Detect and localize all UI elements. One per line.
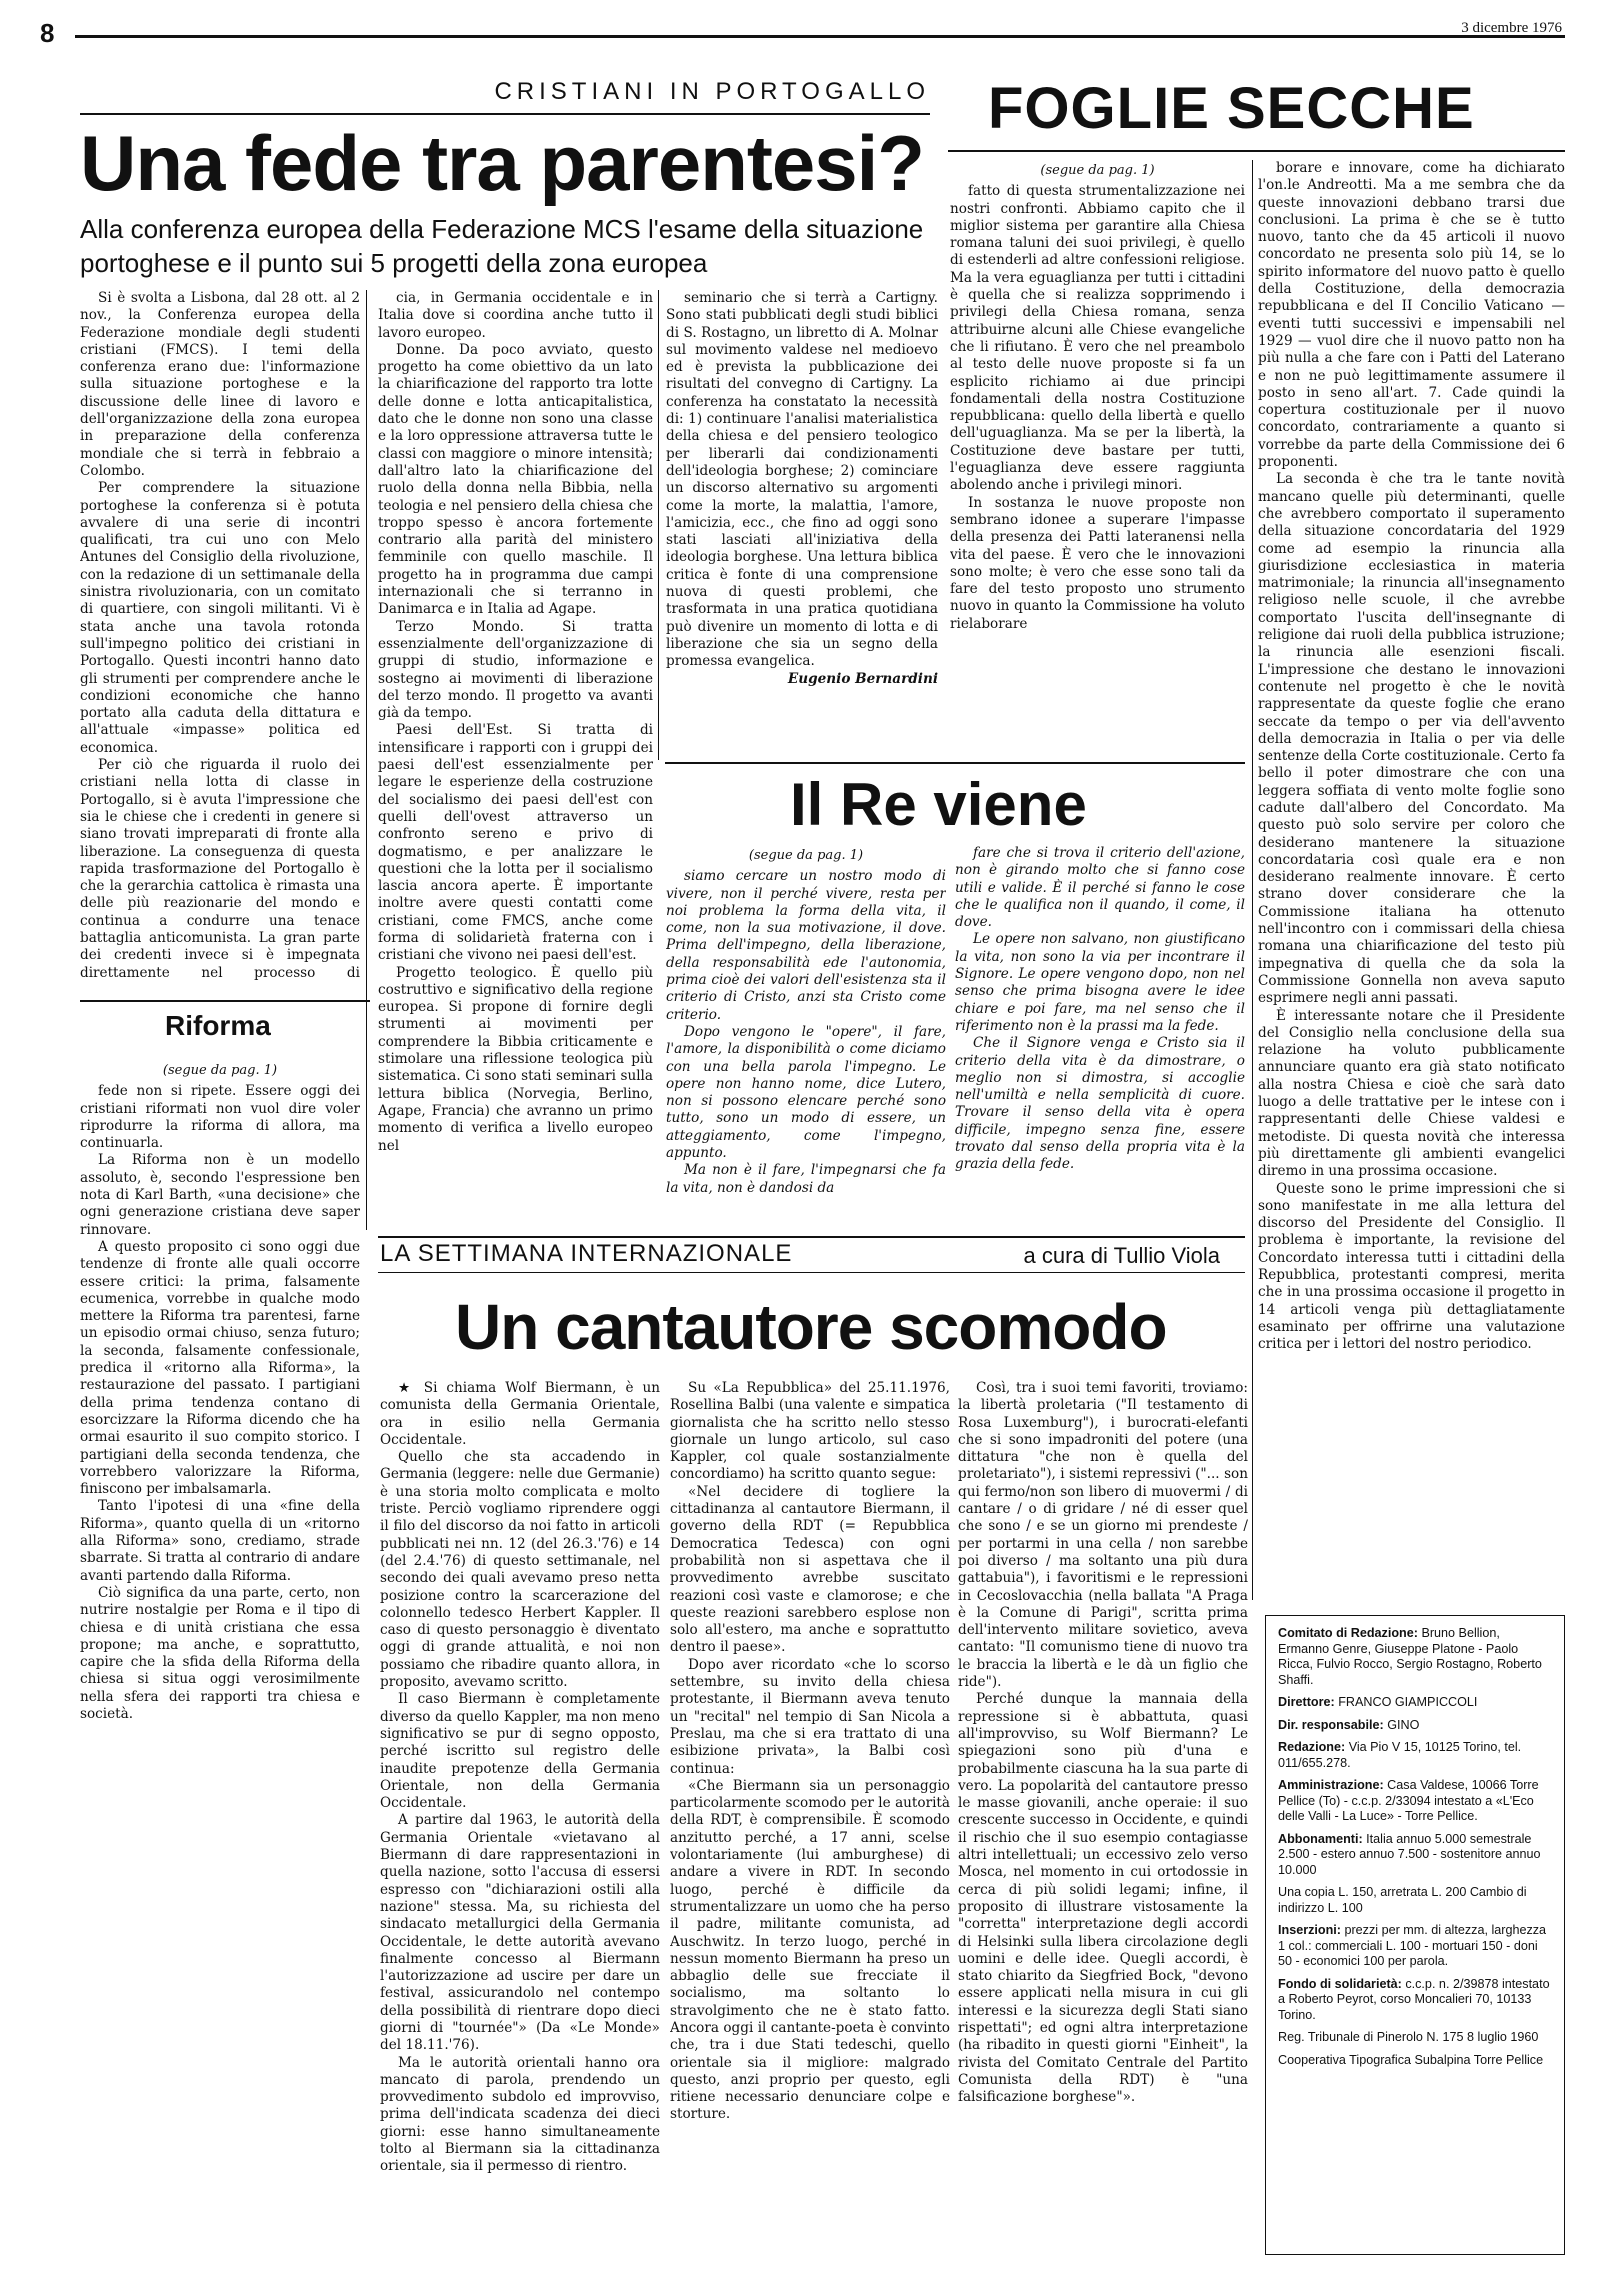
- continued-from-label: (segue da pag. 1): [748, 848, 864, 863]
- foglie-rule: [948, 150, 1565, 152]
- continued-from-label: (segue da pag. 1): [162, 1063, 278, 1078]
- colophon-text: GINO: [1387, 1717, 1420, 1732]
- lead-subtitle: Alla conferenza europea della Federazione MCS l'esame della situazione portoghese e il punto sui 5 progetti della zona europea: [80, 214, 924, 278]
- continued-from-label: (segue da pag. 1): [1040, 163, 1155, 178]
- foglie-headline: FOGLIE SECCHE: [988, 76, 1475, 141]
- paragraph: «Nel decidere di togliere la cittadinanza al cantautore Biermann, il governo della RDT (= Repubblica Democratica Tedesca) con ogni probabilità non si aspettava che il provvedimento avrebbe suscitato reazioni così vaste e clamorose; e che queste reazioni sarebbero esplose non solo all'estero, ma anche e soprattutto dentro il paese».: [670, 1483, 950, 1656]
- lead-column-2: [378, 290, 653, 1290]
- paragraph: «Che Biermann sia un personaggio particolarmente scomodo per le autorità della RDT, è comprensibile. È scomodo anzitutto perché, a 17 anni, scelse volontariamente (lui amburghese) di andare a vivere in RDT. In secondo luogo, perché è difficile da strumentalizzare un uomo che ha perso il padre, militante comunista, ad Auschwitz. In terzo luogo, perché in nessun momento Biermann ha preso un abbaglio delle sue frecciate il socialismo, ma soltanto lo stravolgimento che ne è stato fatto. Ancora oggi il cantante-poeta è convinto che, tra i due Stati tedeschi, quello orientale sia il migliore: malgrado questo, anzi proprio per questo, egli ritiene necessario denunciare colpe e storture.: [670, 1777, 950, 2123]
- paragraph: Il caso Biermann è completamente diverso da quello Kappler, ma non meno significativo se pur di segno opposto, perché iscritto sul registro delle inaudite prepotenze della Germania Orientale, non della Germania Occidentale.: [380, 1691, 660, 1812]
- colophon-item: [1278, 1695, 1552, 1711]
- settimana-column-2: [670, 1380, 950, 2275]
- settimana-rule-2: [378, 1272, 1245, 1273]
- colophon-text: Casa Valdese, 10066 Torre Pellice (To) - c.c.p. 2/33094 intestato a «L'Eco delle Valli - La Luce» - Torre Pellice.: [1278, 1778, 1539, 1823]
- reviene-headline: Il Re viene: [790, 771, 1087, 838]
- riforma-column: [80, 1060, 360, 2275]
- colophon-item: [1278, 1885, 1552, 1916]
- colophon-label: Comitato di Redazione:: [1278, 1626, 1422, 1640]
- column-divider: [1252, 160, 1253, 1600]
- paragraph: Queste sono le prime impressioni che si sono manifestate in me alla lettura del discorso del Presidente del Consiglio. Il problema è importante, la revisione del Concordato interessa tutti i cittadini della Repubblica, protestanti compresi, merita che in una prossima occasione il progetto in 14 articoli venga più dettagliatamente esaminato per offrirne una valutazione critica per i lettori del nostro periodico.: [1258, 1180, 1565, 1353]
- header-rule: [75, 35, 1565, 38]
- paragraph: Per comprendere la situazione portoghese la conferenza si è potuta avvalere di una serie di incontri qualificati, tra cui uno con Melo Antunes del Consiglio della rivoluzione, con la redazione di un settimanale della sinistra rivoluzionaria, con un comitato di quartiere, con singoli militanti. Vi è stata anche una tavola rotonda sull'impegno politico dei cristiani in Portogallo. Questi incontri hanno dato gli strumenti per comprendere anche le condizioni economiche che hanno portato alla caduta della dittatura e all'attuale «impasse» politica ed economica.: [80, 480, 360, 756]
- colophon-text: c.c.p. n. 2/39878 intestato a Roberto Peyrot, corso Moncalieri 70, 10133 Torino.: [1278, 1976, 1550, 2022]
- author-signature: Eugenio Bernardini: [787, 670, 938, 687]
- paragraph: Donne. Da poco avviato, questo progetto ha come obiettivo da un lato la chiarificazione del rapporto tra lotte delle donne e lotta anticapitalistica, dato che le donne non sono una classe e la loro oppressione attraversa tutte le classi con maggiore o minore intensità; dall'altro lato la chiarificazione del ruolo della donna nella Bibbia, nella teologia e nel pensiero della chiesa che troppo spesso è ancora fortemente contrario alla parità del ministero femminile con quello maschile. Il progetto ha in programma due campi internazionali che si terranno in Danimarca e in Italia ad Agape.: [378, 341, 653, 618]
- paragraph: seminario che si terrà a Cartigny. Sono stati pubblicati degli studi biblici di S. Rostagno, un libretto di A. Molnar sul movimento valdese nel medioevo ed è prevista la pubblicazione dei risultati del convegno di Cartigny. La conferenza ha constatato la necessità di: 1) continuare l'analisi materialistica della chiesa e del pensiero teologico per liberarli dai condizionamenti dell'ideologia borghese; 2) cominciare un discorso alternativo su argomenti come la morte, la malattia, l'amore, l'amicizia, ecc., che fino ad oggi sono stati lasciati all'iniziativa della ideologia borghese. Una lettura biblica critica è fonte di una comprensione nuova di questi problemi, che trasformata in una pratica quotidiana può divenire un momento di lotta e di liberazione che sia un segno della promessa evangelica.: [666, 290, 938, 670]
- paragraph: Le opere non salvano, non giustificano la vita, non sono la via per incontrare il Signore. Le opere vengono dopo, non nel senso che prima bisogna avere le idee chiare e poi fare, ma nel senso che il riferimento non è la prassi ma la fede.: [955, 931, 1245, 1034]
- page-number: 8: [40, 18, 55, 48]
- colophon-text: Reg. Tribunale di Pinerolo N. 175 8 luglio 1960: [1278, 2030, 1539, 2044]
- colophon-box: [1265, 1615, 1565, 2255]
- paragraph: Dopo vengono le "opere", il fare, l'amore, la disponibilità o come diciamo con una bella parola l'impegno. Le opere non hanno nome, dice Lutero, non si possono elencare perché sono tutto, sono un modo di essere, un atteggiamento, come l'impegno, appunto.: [666, 1023, 946, 1162]
- colophon-item: [1278, 1832, 1552, 1879]
- colophon-label: Amministrazione:: [1278, 1778, 1388, 1792]
- colophon-label: Direttore:: [1278, 1695, 1339, 1709]
- reviene-column-1: [666, 845, 946, 1225]
- colophon-item: [1278, 1977, 1552, 2024]
- settimana-label: LA SETTIMANA INTERNAZIONALE: [380, 1240, 793, 1267]
- riforma-headline: Riforma: [165, 1010, 271, 1041]
- foglie-column-2: [1258, 160, 1565, 1600]
- paragraph: siamo cercare un nostro modo di vivere, non il perché vivere, resta per noi problema la forma della vita, il come, non la sua motivazione, il dove. Prima dell'impegno, della liberazione, della responsabilità ede l'autonomia, prima cioè dei valori dell'esistenza sta il criterio di Cristo, anzi sta Cristo come criterio.: [666, 868, 946, 1023]
- paragraph: Così, tra i suoi temi favoriti, troviamo: la libertà proletaria ("Il testamento di Rosa Luxemburg"), i burocrati-elefanti che si sono impadroniti del potere (una dittatura "che non è quella del proletariato"), i sistemi repressivi ("... son qui fermo/non son libero di muovermi / di cantare / o di gridare / né di esser quel che sono / e se un giorno mi prendeste / per portarmi in una cella / non sarebbe poi diverso / ma soltanto una più dura gattabuia"), i favoritismi e le repressioni in Cecoslovacchia (nella ballata "A Praga è la Comune di Parigi", scritta prima dell'intervento militare sovietico, aveva cantato: "Il comunismo tiene di nuovo tra le braccia la libertà e le dà un figlio che ride").: [958, 1380, 1248, 1691]
- paragraph: In sostanza le nuove proposte non sembrano idonee a superare l'impasse della presenza dei Patti lateranensi nella vita del paese. È vero che le innovazioni sono molte; è vero che esse sono tali da fare del testo proposto uno strumento nuovo in quanto la Commissione ha voluto rielaborare: [950, 494, 1245, 632]
- paragraph: Su «La Repubblica» del 25.11.1976, Rosellina Balbi (una valente e simpatica giornalista che ha scritto nello stesso giornale un lungo articolo, sul caso Kappler, col quale sostanzialmente concordiamo) ha scritto quanto segue:: [670, 1380, 950, 1483]
- paragraph: A questo proposito ci sono oggi due tendenze di fronte alle quali occorre essere critici: la prima, falsamente ecumenica, vorrebbe in qualche modo mettere la Riforma tra parentesi, farne un episodio ormai chiuso, senza futuro; la seconda, falsamente confessionale, predica il «ritorno alla Riforma», la restaurazione del passato. I partigiani della prima tendenza contano di esorcizzare la Riforma dicendo che ha ormai esaurito il suo compito storico. I partigiani della seconda tendenza, che vorrebbero valorizzare la Riforma, finiscono per imbalsamarla.: [80, 1238, 360, 1498]
- paragraph: Terzo Mondo. Si tratta essenzialmente dell'organizzazione di gruppi di studio, informazione e sostegno ai movimenti di liberazione del terzo mondo. Il progetto va avanti già da tempo.: [378, 618, 653, 722]
- paragraph: fede non si ripete. Essere oggi dei cristiani riformati non vuol dire voler riprodurre la riforma di allora, ma continuarla.: [80, 1083, 360, 1152]
- settimana-byline: a cura di Tullio Viola: [1023, 1243, 1220, 1268]
- colophon-text: Italia annuo 5.000 semestrale 2.500 - estero annuo 7.500 - sostenitore annuo 10.000: [1278, 1831, 1541, 1877]
- colophon-label: Dir. responsabile:: [1278, 1717, 1388, 1732]
- colophon-text: Una copia L. 150, arretrata L. 200 Cambio di indirizzo L. 100: [1278, 1885, 1527, 1915]
- paragraph: È interessante notare che il Presidente del Consiglio nella conclusione della sua relazione ha voluto pubblicamente annunciare quanto era già stato notificato alla nostra Chiesa e cioè che sarà dato luogo a delle trattative per le intese con i rappresentanti delle Chiese valdesi e metodiste. Di questa novità che interessa più direttamente gli ambienti evangelici diremo in una prossima occasione.: [1258, 1007, 1565, 1180]
- paragraph: cia, in Germania occidentale e in Italia dove si coordina anche tutto il lavoro europeo.: [378, 290, 653, 341]
- colophon-text: Via Pio V 15, 10125 Torino, tel. 011/655.278.: [1278, 1740, 1522, 1770]
- colophon-text: FRANCO GIAMPICCOLI: [1338, 1695, 1478, 1709]
- paragraph: La Riforma non è un modello assoluto, è, secondo l'espressione ben nota di Karl Barth, «una decisione» che ogni generazione cristiana deve saper rinnovare.: [80, 1152, 360, 1238]
- settimana-column-1: [380, 1380, 660, 2275]
- paragraph: Dopo aver ricordato «che lo scorso settembre, su invito della chiesa protestante, il Biermann aveva tenuto un "recital" nel tempio di San Nicola a Preslau, ma che si era trattato di una esibizione privata», la Balbi così continua:: [670, 1656, 950, 1777]
- paragraph: Si è svolta a Lisbona, dal 28 ott. al 2 nov., la Conferenza europea della Federazione mondiale degli studenti cristiani (FMCS). I temi della conferenza erano due: l'informazione sulla situazione portoghese e la discussione delle linee di lavoro e dell'organizzazione della zona europea in preparazione della conferenza mondiale che si terrà in febbraio a Colombo.: [80, 290, 360, 479]
- colophon-item: [1278, 1718, 1552, 1734]
- paragraph: fatto di questa strumentalizzazione nei nostri confronti. Abbiamo capito che il miglior sistema per garantire alla Chiesa romana taluni dei suoi privilegi, è quello di estenderli ad altre confessioni religiose. Ma la vera eguaglianza per tutti i cittadini è quella che si realizza sopprimendo i privilegi della Chiesa romana, senza attribuirne alcuni alle Chiese evangeliche che li rifiutano. È vero che nel preambolo al testo delle nuove proposte si fa un esplicito richiamo ai due principi fondamentali della nostra Costituzione repubblicana: quello della libertà e quello dell'uguaglianza. Ma se per la libertà, la Costituzione deve bastare per tutti, l'eguaglianza deve essere raggiunta abolendo anche i privilegi minori.: [950, 183, 1245, 494]
- paragraph: ★ Si chiama Wolf Biermann, è un comunista della Germania Orientale, ora in esilio nella Germania Occidentale.: [380, 1380, 660, 1448]
- settimana-column-3: [958, 1380, 1248, 2275]
- paragraph: Ma non è il fare, l'impegnarsi che fa la vita, non è dandosi da: [666, 1162, 946, 1196]
- lead-column-3: [666, 290, 938, 750]
- colophon-label: Inserzioni:: [1278, 1923, 1345, 1937]
- paragraph: Ciò significa da una parte, certo, non nutrire nostalgie per Roma e il tipo di chiesa e di unità cristiana che essa propone; ma anche, e soprattutto, capire che la sfida della Riforma della chiesa si situa oggi verosimilmente nella sfera dei rapporti tra chiesa e società.: [80, 1584, 360, 1722]
- foglie-column-1: [950, 160, 1245, 780]
- paragraph: Che il Signore venga e Cristo sia il criterio della vita è da dimostrare, o meglio non si dimostra, si accoglie nell'umiltà e nella semplicità di cuore. Trovare il senso della vita è opera difficile, impegno senza fine, essere trovato dal senso della propria vita è la grazia della fede.: [955, 1035, 1245, 1173]
- colophon-item: [1278, 2030, 1552, 2046]
- colophon-item: [1278, 2053, 1552, 2069]
- paragraph: Per ciò che riguarda il ruolo dei cristiani nella lotta di classe in Portogallo, si è avuta l'impressione che sia le chiese che i credenti in genere si siano trovati impreparati di fronte alla liberazione. La conseguenza di questa rapida trasformazione del Portogallo è che la gerarchia cattolica è rimasta una delle più reazionarie del mondo e continua a condurre una tenace battaglia anticomunista. La gran parte dei credenti invece si è impegnata direttamente nel processo di: [80, 757, 360, 980]
- paragraph: Quello che sta accadendo in Germania (leggere: nelle due Germanie) è una storia molto complicata e molto triste. Perciò vogliamo riprendere oggi il filo del discorso da noi fatto in articoli pubblicati nei nn. 12 (del 26.3.'76) e 14 (del 2.4.'76) di questo settimanale, nel secondo dei quali avevamo preso netta posizione contro la scarcerazione del colonnello tedesco Herbert Kappler. Il caso di questo personaggio è diventato oggi di grande attualità, e noi non possiamo che ribadire quanto allora, in proposito, avevamo scritto.: [380, 1449, 660, 1691]
- paragraph: Paesi dell'Est. Si tratta di intensificare i rapporti con i gruppi dei paesi dell'est essenzialmente per legare le esperienze della costruzione del socialismo dei paesi dell'est con quelli dell'ovest attraverso un confronto sereno e privo di dogmatismo, e per analizzare le questioni che la lotta per il socialismo lascia ancora aperte. È importante inoltre avere questi contatti come cristiani, come FMCS, anche come forma di solidarietà fraterna con i cristiani che vivono nei paesi dell'est.: [378, 722, 653, 964]
- paragraph: Perché dunque la mannaia della repressione si è abbattuta, quasi all'improvviso, su Wolf Biermann? Le spiegazioni sono più d'una e probabilmente ciascuna ha la sua parte di vero. La popolarità del cantautore presso le masse giovanili, anche operaie: il suo crescente successo in Occidente, e quindi il rischio che il suo esempio contagiasse altri intellettuali; un eccessivo zelo verso Mosca, nel momento in cui ortodossie in cerca di più solidi legami; infine, il proposito di illustrare vistosamente la "corretta" interpretazione degli accordi di Helsinki sulla libera circolazione degli uomini e delle idee. Quegli accordi, è stato chiarito da Siegfried Bock, "devono essere applicati nella misura in cui gli interessi e la sicurezza degli Stati siano rispettati"; ed ogni altra interpretazione (ha ribadito in questi giorni "Einheit", la rivista del Comitato Centrale del Partito Comunista della RDT) è "una falsificazione borghese"».: [958, 1691, 1248, 2106]
- paragraph: borare e innovare, come ha dichiarato l'on.le Andreotti. Ma a me sembra che da queste innovazioni debbano trarsi due conclusioni. La prima è che se è tutto nuovo, tanto che da 45 articoli il nuovo concordato ne presenta solo più 14, se lo spirito informatore del nuovo patto è quello della Costituzione, della democrazia repubblicana e del II Concilio Vaticano — eventi tutti successivi e impensabili nel 1929 — vuol dire che il nuovo patto non ha più nulla a che fare con i Patti del Laterano e non ne può legittimamente assumere il posto in seno all'art. 7. Cade quindi la copertura costituzionale per il nuovo concordato, contrariamente a quanto si vorrebbe da parte della Commissione dei 6 proponenti.: [1258, 160, 1565, 471]
- reviene-column-2: [955, 845, 1245, 1225]
- reviene-rule: [665, 762, 1245, 764]
- column-divider: [366, 290, 367, 1230]
- colophon-item: [1278, 1626, 1552, 1688]
- paragraph: A partire dal 1963, le autorità della Germania Orientale «vietavano al Biermann di dare rappresentazioni in quella nazione, sotto l'accusa di essersi espresso con "dichiarazioni ostili alla nazione" stessa. Ma, su richiesta del sindacato metallurgici della Germania Occidentale, le dette autorità avevano finalmente concesso al Biermann l'autorizzazione ad uscire per dare un festival, assicurandolo nel contempo della possibilità di rientrare dopo dieci giorni di "tournée"» (Da «Le Monde» del 18.11.'76).: [380, 1812, 660, 2054]
- colophon-text: Bruno Bellion, Ermanno Genre, Giuseppe Platone - Paolo Ricca, Fulvio Rocco, Sergio Rostagno, Roberto Shaffi.: [1278, 1626, 1542, 1687]
- paragraph: Progetto teologico. È quello più costruttivo e significativo della regione europea. Si propone di fornire degli strumenti ai movimenti per comprendere la Bibbia criticamente e stimolare una riflessione teologica più sistematica. Ci sono stati seminari sulla lettura biblica (Norvegia, Berlino, Agape, Francia) che avranno un primo momento di verifica a livello europeo nel: [378, 964, 653, 1154]
- issue-date: 3 dicembre 1976: [1461, 20, 1562, 36]
- lead-column-1: [80, 290, 360, 980]
- column-divider: [658, 290, 659, 760]
- paragraph: La seconda è che tra le tante novità mancano quelle più determinanti, quelle che avrebbero comportato il superamento della situazione concordataria del 1929 come ad esempio la rinuncia alla giurisdizione ecclesiastica in materia matrimoniale; la rinuncia all'insegnamento religioso nelle scuole, il che avrebbe comportato l'uscita dell'insegnante di religione dai ruoli della pubblica istruzione; la rinuncia alle esenzioni fiscali. L'impressione che destano le innovazioni contenute nel progetto è che le novità rappresentate da queste foglie che erano seccate da tempo o per via dell'avvento della democrazia in Italia o per via delle sentenze della Corte costituzionale. Certo fa bello il poter dimostrare che con una leggera soffiata di vento molte foglie sono cadute dall'albero del Concordato. Ma questo può solo servire per coloro che desiderano mantenere la situazione concordataria così quale era e non desiderano realmente innovare. È certo strano dover considerare che la Commissione italiana ha ottenuto nell'incontro con i commissari della chiesa romana una chiarificazione del testo più impegnativa di quella che da sola la Commissione Gonnella non aveva saputo esprimere negli anni passati.: [1258, 471, 1565, 1007]
- paragraph: Tanto l'ipotesi di una «fine della Riforma», quanto quella di un «ritorno alla Riforma» sono, crediamo, strade sbarrate. Si tratta al contrario di andare avanti partendo dalla Riforma.: [80, 1498, 360, 1584]
- settimana-rule: [378, 1236, 1245, 1238]
- colophon-item: [1278, 1740, 1552, 1771]
- colophon-item: [1278, 1778, 1552, 1825]
- settimana-headline: Un cantautore scomodo: [455, 1291, 1167, 1363]
- kicker-rule: [80, 113, 930, 115]
- lead-kicker: CRISTIANI IN PORTOGALLO: [494, 78, 930, 105]
- paragraph: Ma le autorità orientali hanno ora mancato di parola, prendendo un provvedimento subdolo ed improvviso, prima dell'indicata scadenza dei dieci giorni: esse hanno simultaneamente tolto al Biermann sia la cittadinanza orientale, sia il permesso di rientro.: [380, 2054, 660, 2175]
- colophon-label: Abbonamenti:: [1278, 1831, 1367, 1846]
- colophon-item: [1278, 1923, 1552, 1970]
- colophon-text: Cooperativa Tipografica Subalpina Torre Pellice: [1278, 2052, 1544, 2067]
- colophon-text: prezzi per mm. di altezza, larghezza 1 col.: commerciali L. 100 - mortuari 150 - doni 50 - economici 100 per parola.: [1278, 1923, 1547, 1968]
- colophon-label: Fondo di solidarietà:: [1278, 1976, 1406, 1991]
- paragraph: fare che si trova il criterio dell'azione, non è girando molto che si fanno cose utili e valide. È il perché si fanno le cose che le qualifica non il quando, il come, il dove.: [955, 845, 1245, 931]
- lead-headline: Una fede tra parentesi?: [80, 119, 924, 207]
- colophon-label: Redazione:: [1278, 1740, 1349, 1754]
